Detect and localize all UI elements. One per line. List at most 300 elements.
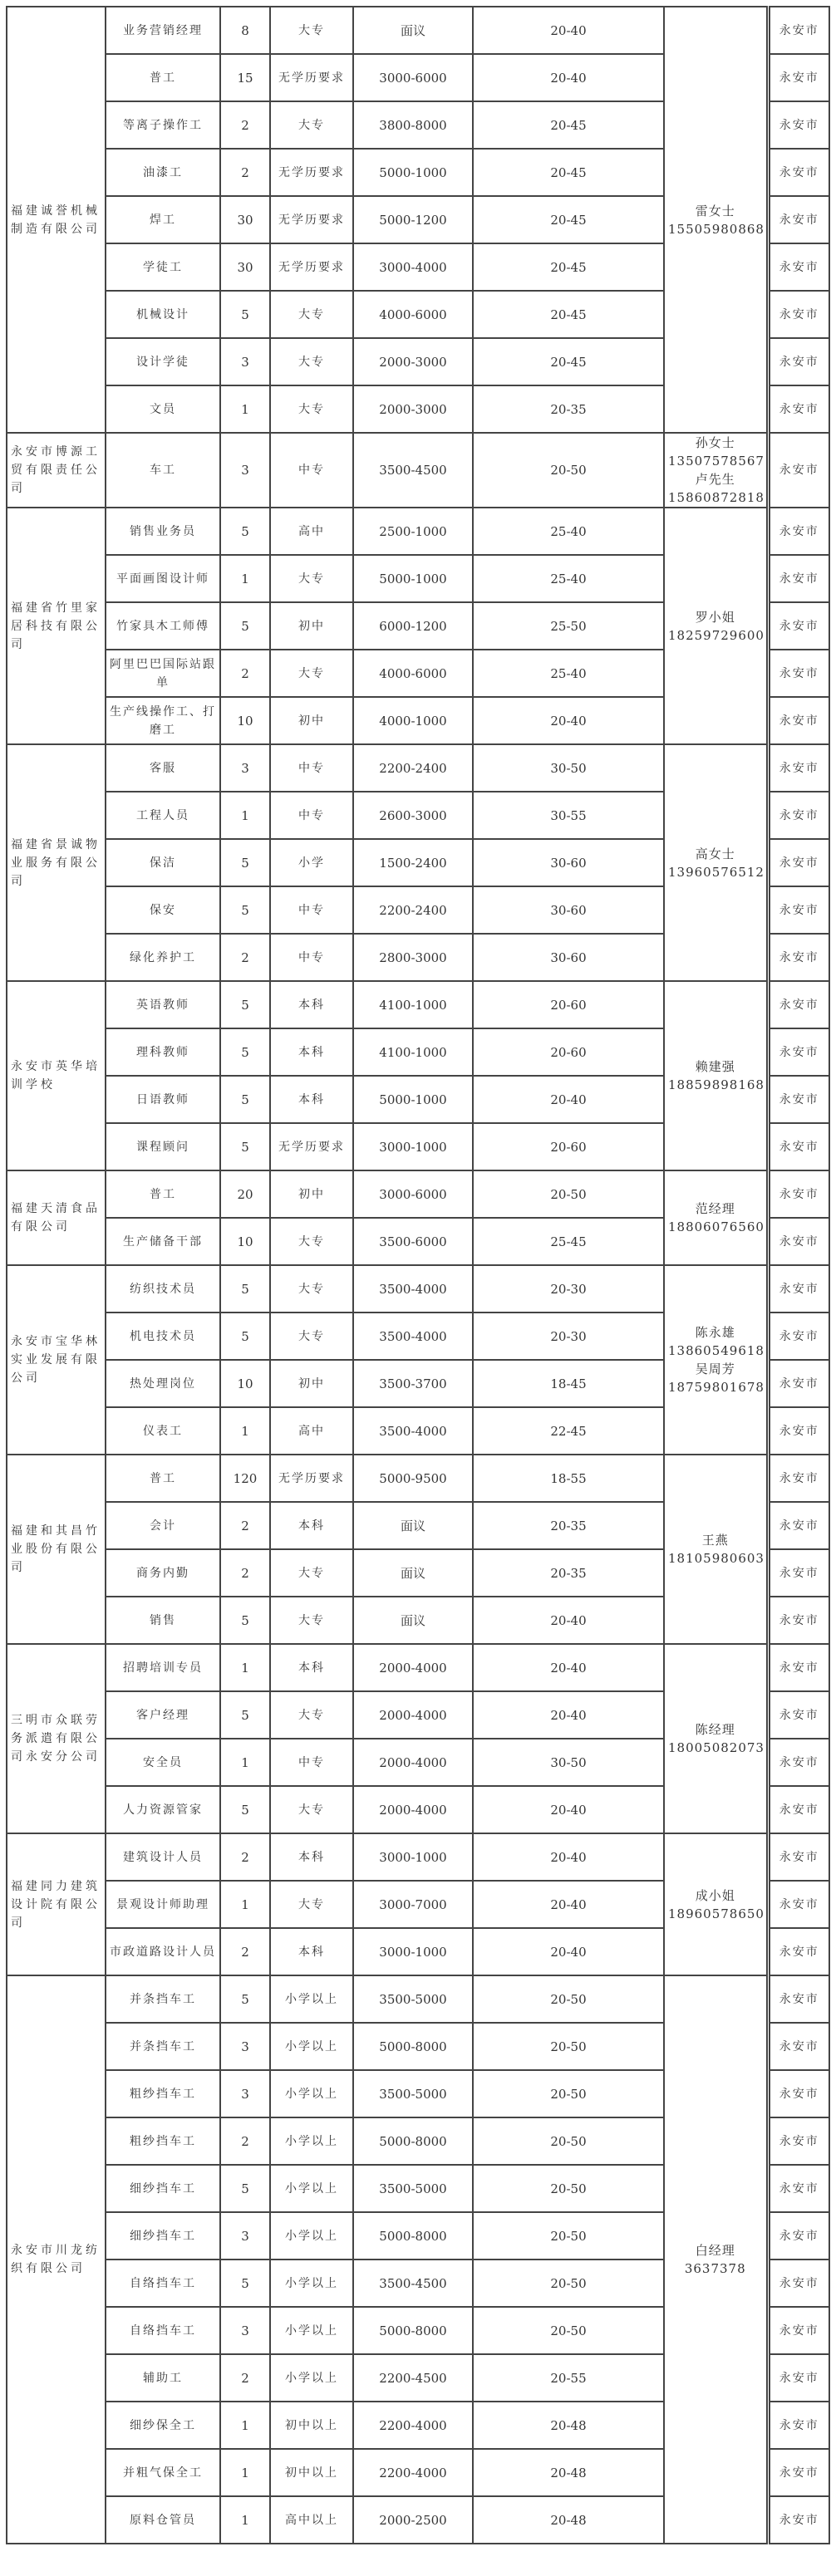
age-range: 20-45 <box>473 243 664 291</box>
salary: 4000-6000 <box>353 291 473 338</box>
headcount: 5 <box>220 602 270 650</box>
table-row <box>7 508 829 555</box>
headcount: 20 <box>220 1170 270 1218</box>
headcount: 2 <box>220 1502 270 1549</box>
job-title: 机电技术员 <box>106 1313 220 1360</box>
education: 高中 <box>270 1407 353 1455</box>
contact-person: 高女士 <box>695 846 735 861</box>
location: 永安市 <box>768 1218 829 1265</box>
age-range: 20-40 <box>473 54 664 101</box>
contact-info <box>664 1170 768 1265</box>
age-range: 30-50 <box>473 1739 664 1786</box>
headcount: 5 <box>220 1076 270 1123</box>
location: 永安市 <box>768 744 829 792</box>
age-range: 20-50 <box>473 2070 664 2117</box>
location: 永安市 <box>768 650 829 697</box>
age-range: 20-50 <box>473 2212 664 2260</box>
location: 永安市 <box>768 1455 829 1502</box>
job-title: 并粗气保全工 <box>106 2449 220 2496</box>
contact-phone: 18806076560 <box>668 1219 765 1234</box>
headcount: 3 <box>220 338 270 385</box>
education: 无学历要求 <box>270 54 353 101</box>
location: 永安市 <box>768 1597 829 1644</box>
location: 永安市 <box>768 1076 829 1123</box>
headcount: 3 <box>220 744 270 792</box>
location: 永安市 <box>768 385 829 433</box>
salary: 3000-6000 <box>353 1170 473 1218</box>
headcount: 5 <box>220 1597 270 1644</box>
job-title: 焊工 <box>106 196 220 243</box>
salary: 2000-3000 <box>353 338 473 385</box>
job-title: 生产线操作工、打磨工 <box>106 697 220 744</box>
company-name: 福建省景诚物业服务有限公司 <box>7 744 106 981</box>
education: 中专 <box>270 792 353 839</box>
contact-person: 王燕 <box>701 1533 729 1548</box>
salary: 4100-1000 <box>353 981 473 1028</box>
job-title: 原料仓管员 <box>106 2496 220 2544</box>
headcount: 2 <box>220 650 270 697</box>
headcount: 5 <box>220 981 270 1028</box>
contact-info <box>664 1975 768 2544</box>
location: 永安市 <box>768 886 829 934</box>
contact-info <box>664 1644 768 1833</box>
salary: 5000-8000 <box>353 2212 473 2260</box>
salary: 5000-8000 <box>353 2307 473 2354</box>
location: 永安市 <box>768 555 829 602</box>
age-range: 20-50 <box>473 1170 664 1218</box>
location: 永安市 <box>768 433 829 508</box>
headcount: 5 <box>220 2260 270 2307</box>
age-range: 20-40 <box>473 1076 664 1123</box>
age-range: 20-45 <box>473 291 664 338</box>
job-title: 热处理岗位 <box>106 1360 220 1407</box>
education: 中专 <box>270 886 353 934</box>
location: 永安市 <box>768 1028 829 1076</box>
age-range: 20-50 <box>473 2165 664 2212</box>
location: 永安市 <box>768 338 829 385</box>
age-range: 20-45 <box>473 101 664 149</box>
age-range: 20-50 <box>473 1975 664 2023</box>
salary: 3000-7000 <box>353 1881 473 1928</box>
location: 永安市 <box>768 1170 829 1218</box>
job-title: 粗纱挡车工 <box>106 2117 220 2165</box>
salary: 3500-4500 <box>353 2260 473 2307</box>
education: 中专 <box>270 744 353 792</box>
headcount: 8 <box>220 7 270 54</box>
location: 永安市 <box>768 2165 829 2212</box>
job-title: 安全员 <box>106 1739 220 1786</box>
salary: 2000-4000 <box>353 1739 473 1786</box>
contact-person: 赖建强 <box>695 1059 735 1074</box>
contact-phone: 18259729600 <box>668 627 765 643</box>
salary: 3500-4000 <box>353 1407 473 1455</box>
headcount: 5 <box>220 1786 270 1833</box>
salary: 3800-8000 <box>353 101 473 149</box>
company-name: 福建省竹里家居科技有限公司 <box>7 508 106 744</box>
education: 大专 <box>270 385 353 433</box>
education: 本科 <box>270 1928 353 1975</box>
headcount: 30 <box>220 196 270 243</box>
job-title: 车工 <box>106 433 220 508</box>
headcount: 5 <box>220 1123 270 1170</box>
job-title: 日语教师 <box>106 1076 220 1123</box>
headcount: 10 <box>220 697 270 744</box>
headcount: 3 <box>220 433 270 508</box>
salary: 5000-8000 <box>353 2117 473 2165</box>
headcount: 3 <box>220 2212 270 2260</box>
table-row <box>7 433 829 508</box>
headcount: 2 <box>220 1833 270 1881</box>
job-title: 竹家具木工师傅 <box>106 602 220 650</box>
age-range: 25-45 <box>473 1218 664 1265</box>
contact-phone: 15860872818 <box>668 490 765 505</box>
location: 永安市 <box>768 839 829 886</box>
salary: 3000-1000 <box>353 1928 473 1975</box>
location: 永安市 <box>768 1739 829 1786</box>
job-title: 会计 <box>106 1502 220 1549</box>
job-title: 业务营销经理 <box>106 7 220 54</box>
headcount: 1 <box>220 1407 270 1455</box>
salary: 2600-3000 <box>353 792 473 839</box>
education: 大专 <box>270 1881 353 1928</box>
contact-info <box>664 508 768 744</box>
salary: 3500-4000 <box>353 1313 473 1360</box>
education: 大专 <box>270 1549 353 1597</box>
salary: 2000-2500 <box>353 2496 473 2544</box>
location: 永安市 <box>768 602 829 650</box>
contact-person: 范经理 <box>695 1201 735 1216</box>
location: 永安市 <box>768 1881 829 1928</box>
headcount: 1 <box>220 385 270 433</box>
location: 永安市 <box>768 1407 829 1455</box>
job-title: 保洁 <box>106 839 220 886</box>
contact-person: 雷女士 <box>695 203 735 218</box>
contact-person: 陈永雄 <box>695 1325 735 1340</box>
age-range: 20-35 <box>473 1549 664 1597</box>
age-range: 30-60 <box>473 934 664 981</box>
company-name: 福建同力建筑设计院有限公司 <box>7 1833 106 1975</box>
salary: 4100-1000 <box>353 1028 473 1076</box>
age-range: 20-60 <box>473 1028 664 1076</box>
job-title: 设计学徒 <box>106 338 220 385</box>
job-title: 理科教师 <box>106 1028 220 1076</box>
age-range: 22-45 <box>473 1407 664 1455</box>
age-range: 20-60 <box>473 1123 664 1170</box>
age-range: 20-50 <box>473 2023 664 2070</box>
salary: 5000-1200 <box>353 196 473 243</box>
headcount: 2 <box>220 1549 270 1597</box>
job-title: 商务内勤 <box>106 1549 220 1597</box>
salary: 3500-4000 <box>353 1265 473 1313</box>
headcount: 5 <box>220 291 270 338</box>
age-range: 20-48 <box>473 2449 664 2496</box>
headcount: 1 <box>220 1739 270 1786</box>
location: 永安市 <box>768 101 829 149</box>
headcount: 1 <box>220 792 270 839</box>
education: 无学历要求 <box>270 149 353 196</box>
table-row <box>7 1644 829 1691</box>
age-range: 18-55 <box>473 1455 664 1502</box>
location: 永安市 <box>768 1549 829 1597</box>
headcount: 2 <box>220 1928 270 1975</box>
education: 本科 <box>270 1076 353 1123</box>
education: 初中 <box>270 1360 353 1407</box>
salary: 3500-5000 <box>353 2070 473 2117</box>
job-title: 仪表工 <box>106 1407 220 1455</box>
job-title: 粗纱挡车工 <box>106 2070 220 2117</box>
contact-phone: 15505980868 <box>668 221 765 237</box>
salary: 2200-4000 <box>353 2449 473 2496</box>
contact-info <box>664 7 768 433</box>
age-range: 20-40 <box>473 1928 664 1975</box>
education: 无学历要求 <box>270 1123 353 1170</box>
contact-phone: 3637378 <box>684 2261 746 2276</box>
education: 大专 <box>270 650 353 697</box>
education: 本科 <box>270 1833 353 1881</box>
job-title: 并条挡车工 <box>106 2023 220 2070</box>
age-range: 20-45 <box>473 196 664 243</box>
age-range: 25-40 <box>473 508 664 555</box>
contact-info <box>664 1265 768 1455</box>
headcount: 120 <box>220 1455 270 1502</box>
age-range: 20-30 <box>473 1313 664 1360</box>
location: 永安市 <box>768 1928 829 1975</box>
headcount: 30 <box>220 243 270 291</box>
location: 永安市 <box>768 2260 829 2307</box>
education: 小学以上 <box>270 2307 353 2354</box>
contact-phone: 18005082073 <box>668 1740 765 1755</box>
job-title: 招聘培训专员 <box>106 1644 220 1691</box>
location: 永安市 <box>768 1265 829 1313</box>
location: 永安市 <box>768 1833 829 1881</box>
job-title: 细纱保全工 <box>106 2402 220 2449</box>
age-range: 20-30 <box>473 1265 664 1313</box>
education: 初中 <box>270 1170 353 1218</box>
education: 大专 <box>270 1786 353 1833</box>
location: 永安市 <box>768 1123 829 1170</box>
job-title: 销售 <box>106 1597 220 1644</box>
education: 本科 <box>270 1502 353 1549</box>
job-title: 细纱挡车工 <box>106 2212 220 2260</box>
salary: 面议 <box>353 1549 473 1597</box>
headcount: 1 <box>220 1881 270 1928</box>
education: 大专 <box>270 555 353 602</box>
salary: 2000-4000 <box>353 1691 473 1739</box>
age-range: 25-40 <box>473 555 664 602</box>
contact-person: 孙女士 <box>695 435 735 450</box>
age-range: 18-45 <box>473 1360 664 1407</box>
job-title: 客户经理 <box>106 1691 220 1739</box>
contact-phone: 13860549618 <box>668 1343 765 1358</box>
headcount: 1 <box>220 2496 270 2544</box>
table-row <box>7 7 829 54</box>
headcount: 3 <box>220 2307 270 2354</box>
location: 永安市 <box>768 981 829 1028</box>
table-row <box>7 1265 829 1313</box>
salary: 6000-1200 <box>353 602 473 650</box>
education: 本科 <box>270 1028 353 1076</box>
contact-info <box>664 981 768 1170</box>
job-title: 文员 <box>106 385 220 433</box>
company-name: 永安市英华培训学校 <box>7 981 106 1170</box>
salary: 3500-6000 <box>353 1218 473 1265</box>
job-title: 建筑设计人员 <box>106 1833 220 1881</box>
headcount: 5 <box>220 1691 270 1739</box>
salary: 3500-5000 <box>353 1975 473 2023</box>
job-title: 绿化养护工 <box>106 934 220 981</box>
headcount: 2 <box>220 934 270 981</box>
age-range: 20-45 <box>473 149 664 196</box>
job-title: 生产储备干部 <box>106 1218 220 1265</box>
education: 中专 <box>270 433 353 508</box>
education: 初中 <box>270 602 353 650</box>
education: 小学以上 <box>270 2023 353 2070</box>
age-range: 20-40 <box>473 1597 664 1644</box>
age-range: 30-50 <box>473 744 664 792</box>
headcount: 5 <box>220 1313 270 1360</box>
age-range: 20-40 <box>473 697 664 744</box>
location: 永安市 <box>768 54 829 101</box>
education: 大专 <box>270 101 353 149</box>
salary: 3500-5000 <box>353 2165 473 2212</box>
job-title: 油漆工 <box>106 149 220 196</box>
job-title: 英语教师 <box>106 981 220 1028</box>
location: 永安市 <box>768 1786 829 1833</box>
headcount: 2 <box>220 101 270 149</box>
table-row <box>7 1975 829 2023</box>
headcount: 5 <box>220 839 270 886</box>
contact-info <box>664 744 768 981</box>
salary: 2000-4000 <box>353 1786 473 1833</box>
salary: 3500-3700 <box>353 1360 473 1407</box>
headcount: 5 <box>220 2165 270 2212</box>
age-range: 20-50 <box>473 433 664 508</box>
headcount: 5 <box>220 508 270 555</box>
contact-phone: 18859898168 <box>668 1077 765 1092</box>
location: 永安市 <box>768 291 829 338</box>
age-range: 20-40 <box>473 1644 664 1691</box>
table-row <box>7 744 829 792</box>
education: 大专 <box>270 1691 353 1739</box>
headcount: 5 <box>220 1975 270 2023</box>
contact-phone: 13507578567 <box>668 454 765 469</box>
job-title: 等离子操作工 <box>106 101 220 149</box>
job-title: 平面画图设计师 <box>106 555 220 602</box>
job-title: 客服 <box>106 744 220 792</box>
age-range: 25-40 <box>473 650 664 697</box>
headcount: 2 <box>220 2117 270 2165</box>
contact-phone: 13960576512 <box>668 864 765 880</box>
contact-person: 罗小姐 <box>695 609 735 625</box>
education: 初中以上 <box>270 2402 353 2449</box>
salary: 5000-1000 <box>353 555 473 602</box>
salary: 2200-2400 <box>353 744 473 792</box>
headcount: 2 <box>220 149 270 196</box>
contact-phone: 18105980603 <box>668 1551 765 1566</box>
age-range: 20-50 <box>473 2260 664 2307</box>
education: 无学历要求 <box>270 243 353 291</box>
education: 初中以上 <box>270 2449 353 2496</box>
headcount: 3 <box>220 2023 270 2070</box>
contact-person: 白经理 <box>695 2243 735 2258</box>
location: 永安市 <box>768 1502 829 1549</box>
age-range: 20-40 <box>473 1786 664 1833</box>
age-range: 20-35 <box>473 1502 664 1549</box>
location: 永安市 <box>768 792 829 839</box>
contact-phone: 18759801678 <box>668 1380 765 1395</box>
salary: 4000-1000 <box>353 697 473 744</box>
education: 小学以上 <box>270 2212 353 2260</box>
age-range: 20-45 <box>473 338 664 385</box>
age-range: 30-55 <box>473 792 664 839</box>
education: 本科 <box>270 1644 353 1691</box>
location: 永安市 <box>768 2402 829 2449</box>
location: 永安市 <box>768 1313 829 1360</box>
headcount: 5 <box>220 1265 270 1313</box>
job-title: 学徒工 <box>106 243 220 291</box>
education: 中专 <box>270 1739 353 1786</box>
headcount: 3 <box>220 2070 270 2117</box>
education: 小学以上 <box>270 1975 353 2023</box>
company-name: 福建诚誉机械制造有限公司 <box>7 7 106 433</box>
education: 大专 <box>270 1313 353 1360</box>
salary: 2200-2400 <box>353 886 473 934</box>
salary: 2000-4000 <box>353 1644 473 1691</box>
location: 永安市 <box>768 508 829 555</box>
location: 永安市 <box>768 7 829 54</box>
contact-person: 卢先生 <box>695 472 735 487</box>
education: 大专 <box>270 1597 353 1644</box>
location: 永安市 <box>768 2307 829 2354</box>
salary: 2200-4000 <box>353 2402 473 2449</box>
salary: 3000-6000 <box>353 54 473 101</box>
job-title: 人力资源管家 <box>106 1786 220 1833</box>
headcount: 2 <box>220 2354 270 2402</box>
job-title: 课程顾问 <box>106 1123 220 1170</box>
age-range: 20-48 <box>473 2402 664 2449</box>
education: 中专 <box>270 934 353 981</box>
headcount: 10 <box>220 1218 270 1265</box>
education: 大专 <box>270 338 353 385</box>
company-name: 永安市川龙纺织有限公司 <box>7 1975 106 2544</box>
education: 本科 <box>270 981 353 1028</box>
job-title: 并条挡车工 <box>106 1975 220 2023</box>
education: 无学历要求 <box>270 196 353 243</box>
age-range: 20-40 <box>473 1881 664 1928</box>
location: 永安市 <box>768 1975 829 2023</box>
salary: 5000-1000 <box>353 149 473 196</box>
salary: 面议 <box>353 7 473 54</box>
education: 高中 <box>270 508 353 555</box>
salary: 3000-1000 <box>353 1123 473 1170</box>
salary: 面议 <box>353 1502 473 1549</box>
location: 永安市 <box>768 697 829 744</box>
location: 永安市 <box>768 2070 829 2117</box>
job-title: 普工 <box>106 1455 220 1502</box>
education: 小学以上 <box>270 2165 353 2212</box>
job-title: 普工 <box>106 1170 220 1218</box>
location: 永安市 <box>768 934 829 981</box>
location: 永安市 <box>768 2354 829 2402</box>
job-title: 纺织技术员 <box>106 1265 220 1313</box>
headcount: 5 <box>220 886 270 934</box>
salary: 3500-4500 <box>353 433 473 508</box>
salary: 1500-2400 <box>353 839 473 886</box>
salary: 2800-3000 <box>353 934 473 981</box>
job-title: 机械设计 <box>106 291 220 338</box>
job-title: 销售业务员 <box>106 508 220 555</box>
age-range: 20-40 <box>473 1691 664 1739</box>
